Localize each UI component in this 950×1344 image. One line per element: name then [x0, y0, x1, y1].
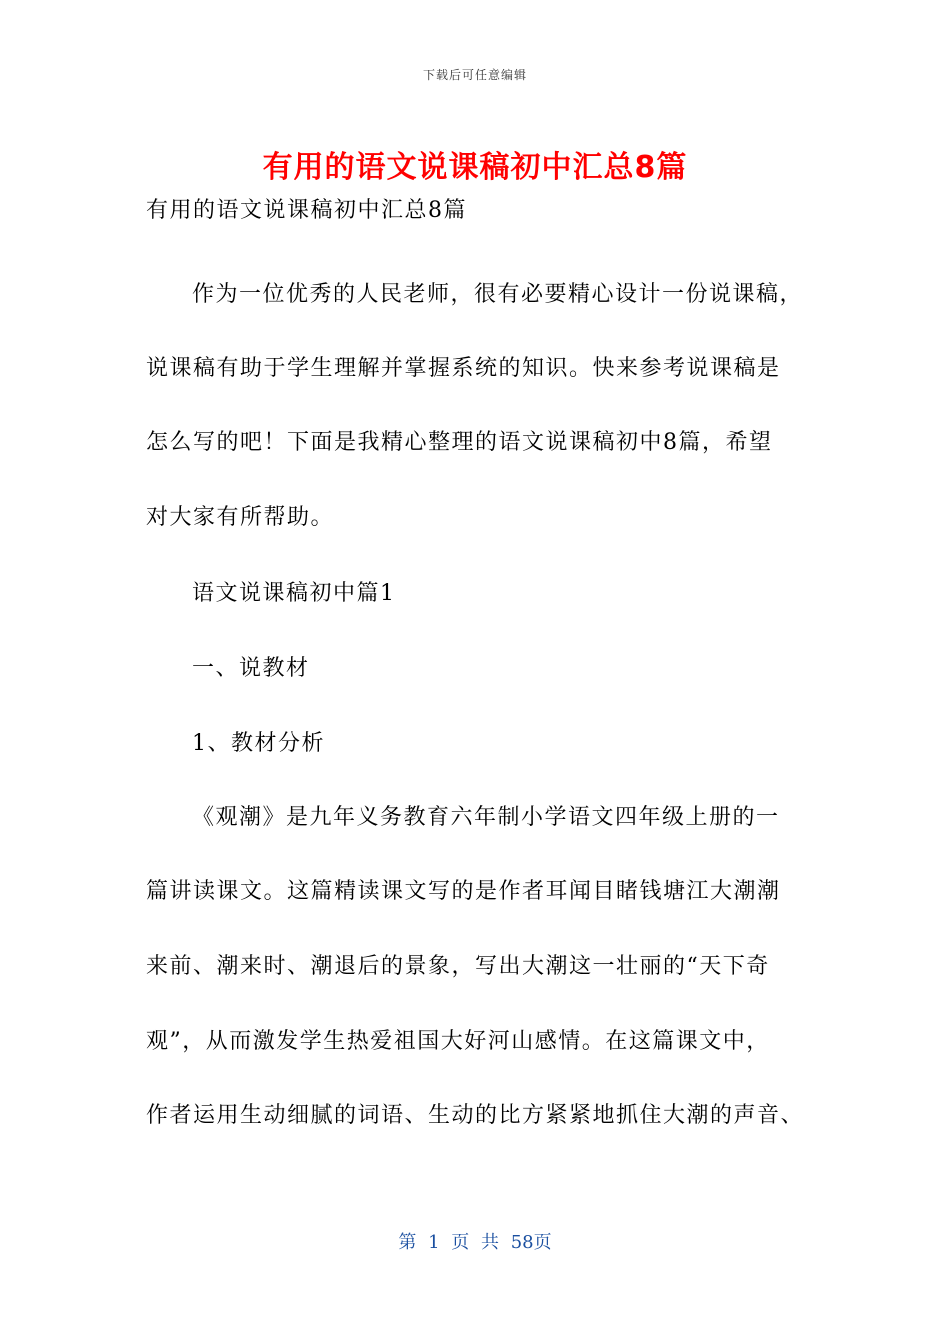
- section-heading: 语文说课稿初中篇1: [192, 581, 396, 606]
- paragraph-line: 说课稿有助于学生理解并掌握系统的知识。快来参考说课稿是: [146, 356, 781, 381]
- section-heading: 一、说教材: [192, 656, 310, 681]
- paragraph-line: 来前、潮来时、潮退后的景象，写出大潮这一壮丽的“天下奇: [146, 954, 770, 979]
- paragraph-line: 对大家有所帮助。: [146, 505, 335, 530]
- paragraph-line: 作者运用生动细腻的词语、生动的比方紧紧地抓住大潮的声音、: [146, 1103, 805, 1128]
- page-number-footer: 第 1 页 共 58页: [398, 1232, 552, 1253]
- paragraph-line: 《观潮》是九年义务教育六年制小学语文四年级上册的一: [192, 805, 780, 830]
- document-subtitle: 有用的语文说课稿初中汇总8篇: [146, 198, 467, 223]
- paragraph-line: 怎么写的吧！下面是我精心整理的语文说课稿初中8篇，希望: [146, 430, 773, 455]
- document-title: 有用的语文说课稿初中汇总8篇: [262, 150, 688, 185]
- paragraph-line: 作为一位优秀的人民老师，很有必要精心设计一份说课稿，: [192, 282, 804, 307]
- header-note: 下载后可任意编辑: [422, 68, 527, 82]
- paragraph-line: 观”，从而激发学生热爱祖国大好河山感情。在这篇课文中，: [146, 1029, 770, 1054]
- paragraph-line: 篇讲读课文。这篇精读课文写的是作者耳闻目睹钱塘江大潮潮: [146, 879, 781, 904]
- section-heading: 1、教材分析: [192, 731, 325, 756]
